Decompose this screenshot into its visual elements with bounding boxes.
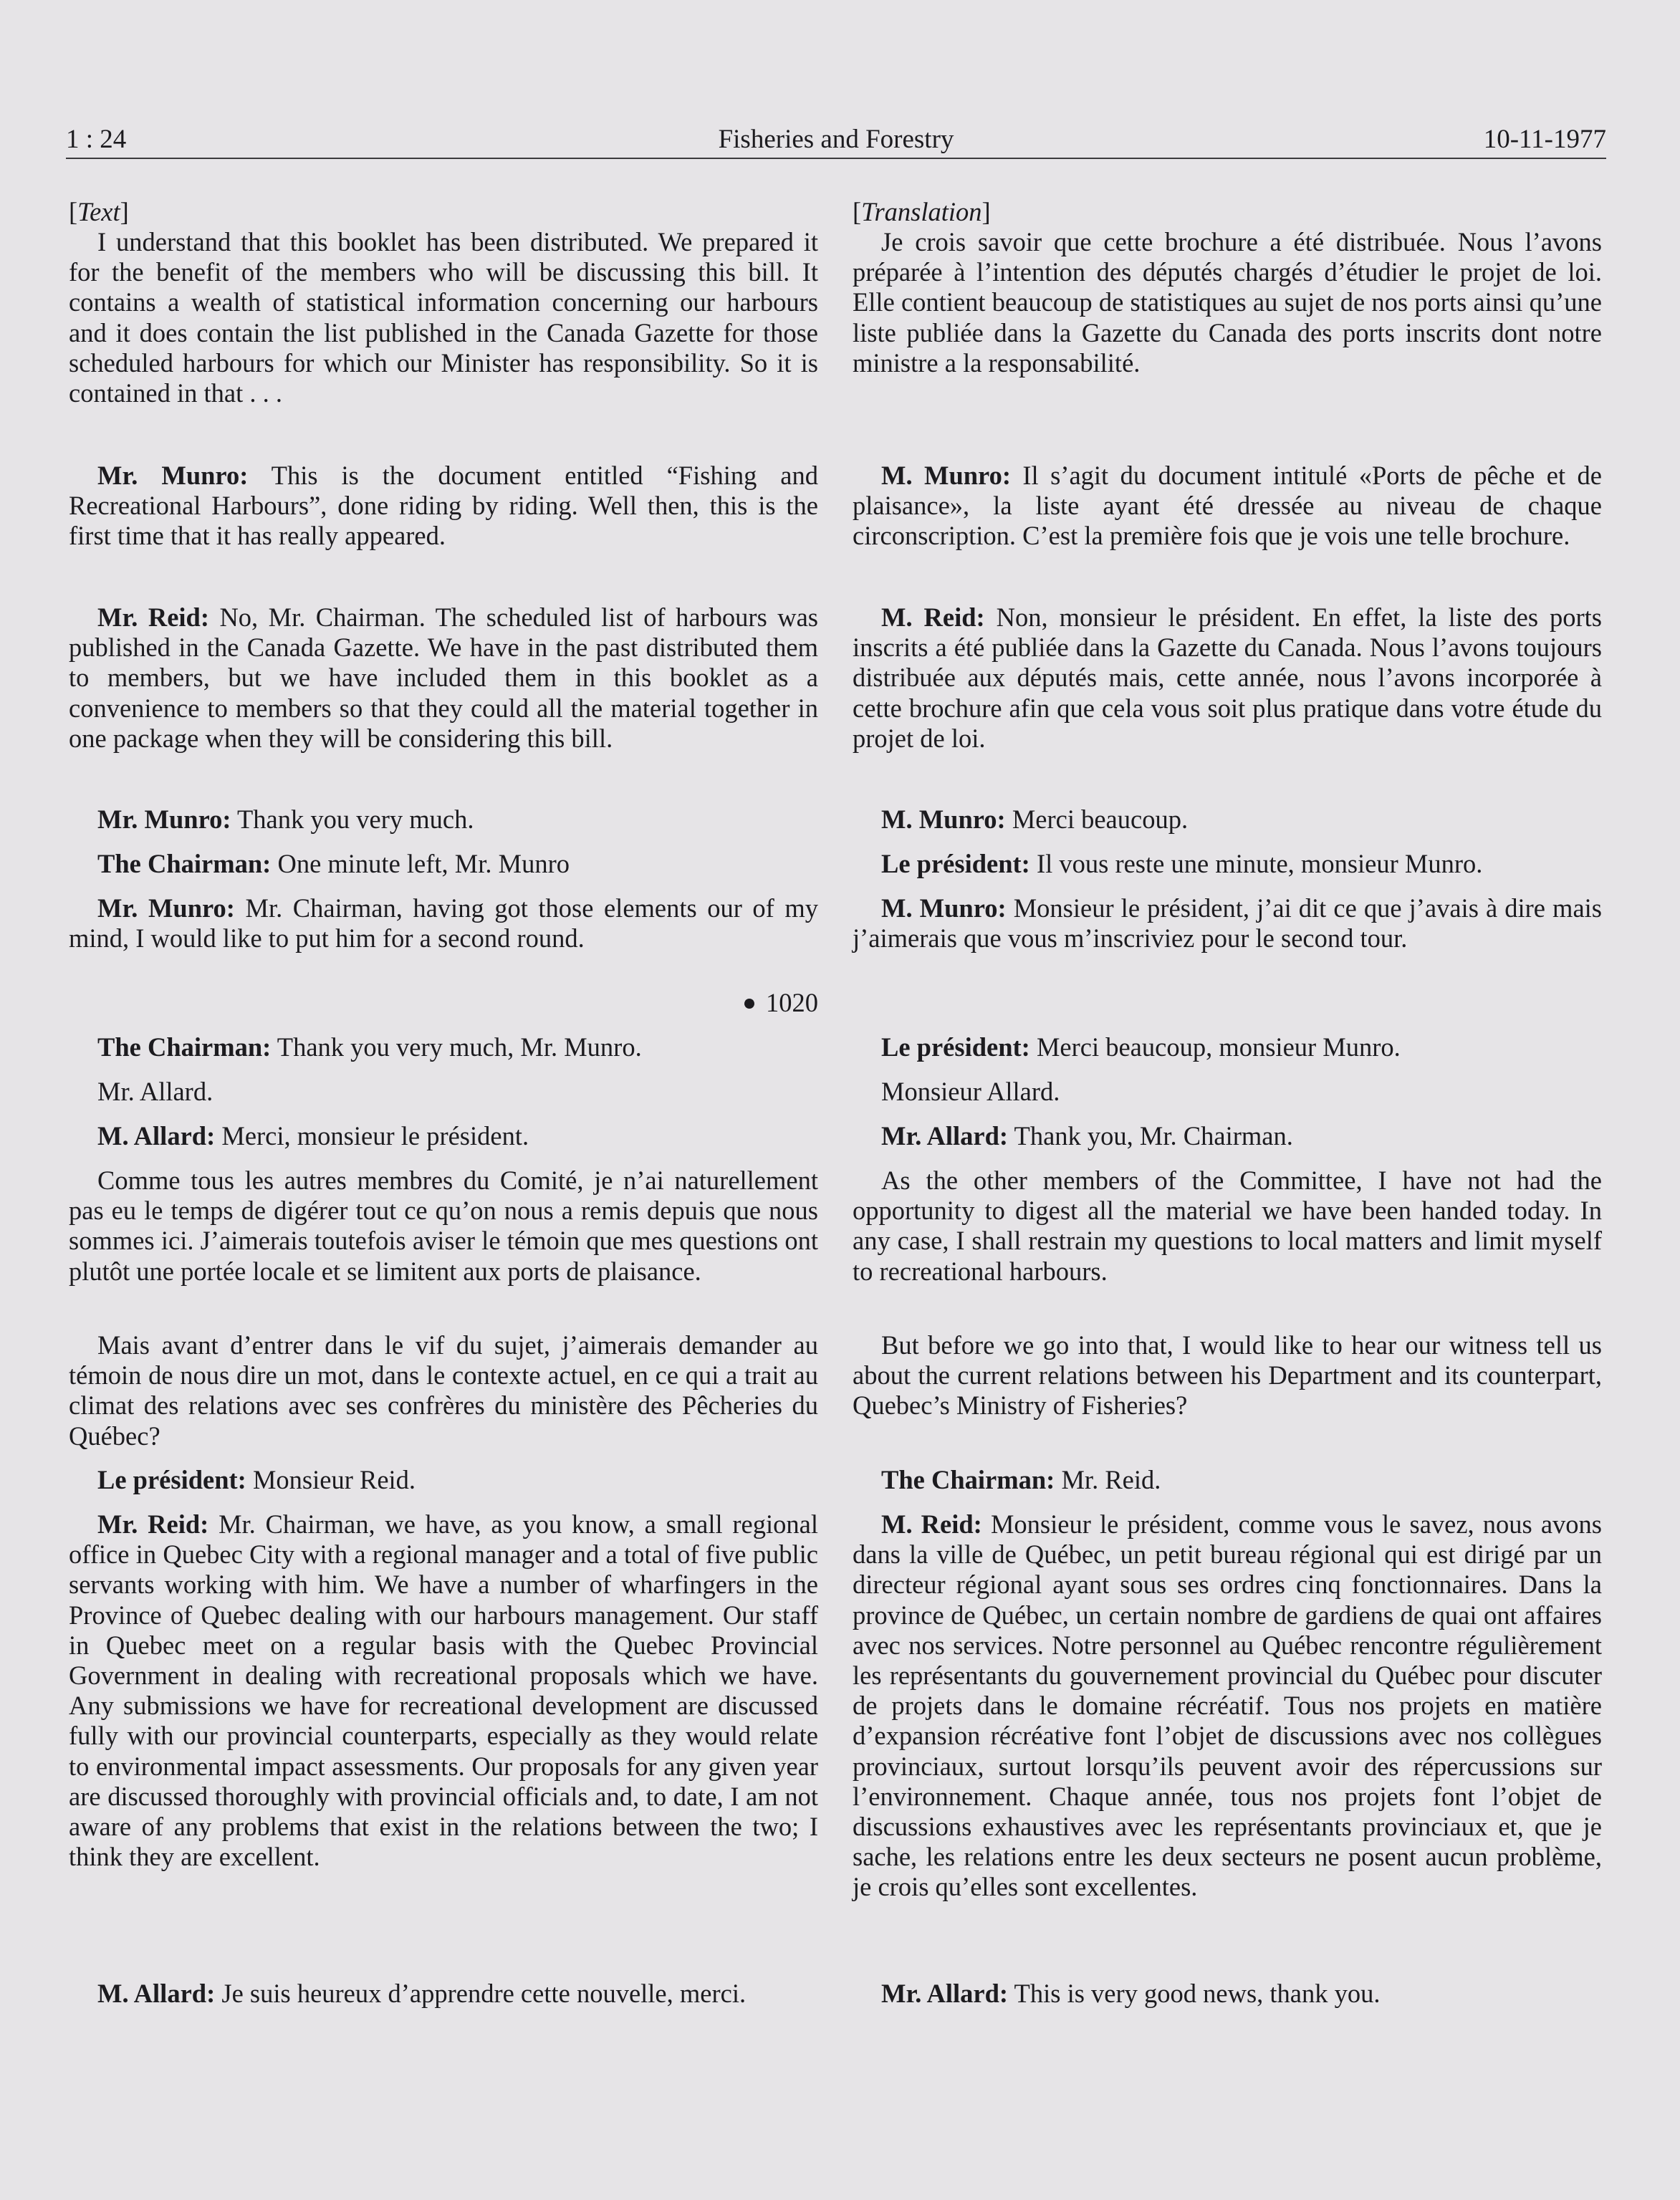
speaker-label: M. Allard:	[97, 1979, 216, 2008]
paragraph-1: Je crois savoir que cette brochure a été distribuée. Nous l’avons préparée à l’intention des députés chargés d’étudier le projet de loi. Elle contient beaucoup de statistiques au sujet de nos ports ainsi qu’une liste publiée dans la Gazette du Canada des ports inscrits dont notre ministre a la responsabilité.	[853, 227, 1602, 378]
speech-text: Monsieur le président, comme vous le savez, nous avons dans la ville de Québec, un petit bureau régional qui est dirigé par un directeur régional ayant sous ses ordres cinq fonctionnaires. Dans la province de Québec, un certain nombre de gardiens de quai ont affaires avec nos services. Notre personnel au Québec rencontre régulièrement les représentants du gouvernement provincial du Québec pour discuter de projets dans le domaine récréatif. Tous nos projets en matière d’expansion récréative font l’objet de discussions avec nos collègues provinciaux, surtout lorsqu’ils peuvent avoir des répercussions sur l’environnement. Chaque année, tous nos projets font l’objet de discussions exhaustives avec les représentants provinciaux et, que je sache, les relations entre les deux secteurs ne posent aucun problème, je crois qu’elles sont excellentes.	[853, 1509, 1602, 1902]
time-marker-value: 1020	[766, 988, 818, 1017]
speaker-label: M. Munro:	[881, 461, 1011, 490]
speech-text: Merci beaucoup, monsieur Munro.	[1029, 1032, 1401, 1062]
paragraph-6	[853, 893, 1602, 954]
paragraph-2	[853, 461, 1602, 552]
paragraph-11: Mais avant d’entrer dans le vif du sujet, j’aimerais demander au témoin de nous dire un mot, dans le contexte actuel, en ce qui a trait au climat des relations avec ses confrères du ministère des Pêcheries du Québec?	[69, 1330, 818, 1451]
paragraph-7	[69, 1032, 818, 1062]
tag-label: Text	[77, 197, 120, 226]
speech-text: Il vous reste une minute, monsieur Munro.	[1029, 849, 1483, 878]
paragraph-11: But before we go into that, I would like to hear our witness tell us about the current relations between his Department and its counterpart, Quebec’s Ministry of Fisheries?	[853, 1330, 1602, 1421]
speaker-label: Mr. Munro:	[97, 893, 235, 923]
speech-text: Je suis heureux d’apprendre cette nouvelle, merci.	[215, 1979, 747, 2008]
speaker-label: Mr. Allard:	[881, 1121, 1009, 1151]
header-date: 10-11-1977	[1483, 125, 1606, 154]
speaker-label: Mr. Allard:	[881, 1979, 1009, 2008]
page-header	[66, 122, 1606, 158]
speaker-label: Le président:	[97, 1465, 246, 1494]
paragraph-9	[853, 1121, 1602, 1151]
paragraph-1: I understand that this booklet has been distributed. We prepared it for the benefit of the members who will be discussing this bill. It contains a wealth of statistical information concerning our harbours and it does contain the list published in the Canada Gazette for those scheduled harbours for which our Minister has responsibility. So it is contained in that . . .	[69, 227, 818, 408]
speech-text: Mr. Chairman, we have, as you know, a small regional office in Quebec City with a regional manager and a total of five public servants working with him. We have a number of wharfingers in the Province of Quebec dealing with our harbours management. Our staff in Quebec meet on a regular basis with the Quebec Provincial Government in dealing with recreational proposals which we have. Any submissions we have for recreational development are discussed fully with our provincial counterparts, especially as they would relate to environmental impact assessments. Our proposals for any given year are discussed thoroughly with provincial officials and, to date, I am not aware of any problems that exist in the relations between the two; I think they are excellent.	[69, 1509, 818, 1872]
speaker-label: The Chairman:	[97, 1032, 272, 1062]
speech-text: Monsieur Reid.	[246, 1465, 416, 1494]
paragraph-12	[853, 1465, 1602, 1495]
paragraph-3	[853, 602, 1602, 754]
speaker-label: M. Munro:	[881, 804, 1006, 834]
speech-text: Monsieur le président, j’ai dit ce que j’avais à dire mais j’aimerais que vous m’inscriviez pour le second tour.	[853, 893, 1602, 954]
speaker-label: M. Reid:	[881, 602, 985, 632]
speech-text: This is the document entitled “Fishing and Recreational Harbours”, done riding by riding. Well then, this is the first time that it has really appeared.	[69, 461, 818, 551]
speaker-label: Mr. Munro:	[97, 804, 231, 834]
speech-text: Thank you very much.	[231, 804, 474, 834]
time-marker	[603, 988, 818, 1018]
paragraph-5	[853, 849, 1602, 879]
speech-text: Non, monsieur le président. En effet, la liste des ports inscrits a été publiée dans la Gazette du Canada. Nous l’avons toujours distribuée aux députés mais, cette année, nous l’avons incorporée à cette brochure afin que cela vous soit plus pratique dans votre étude du projet de loi.	[853, 602, 1602, 753]
speech-text: Merci, monsieur le président.	[215, 1121, 529, 1151]
paragraph-5	[69, 849, 818, 879]
speaker-label: Mr. Munro:	[97, 461, 249, 490]
speech-text: Merci beaucoup.	[1005, 804, 1189, 834]
speech-text: Thank you, Mr. Chairman.	[1008, 1121, 1293, 1151]
speaker-label: Le président:	[881, 849, 1030, 878]
speech-text: Thank you very much, Mr. Munro.	[271, 1032, 642, 1062]
paragraph-4	[853, 804, 1602, 835]
speech-text: No, Mr. Chairman. The scheduled list of harbours was published in the Canada Gazette. We have in the past distributed them to members, but we have included them in this booklet as a convenience to members so that they could all the material together in one package when they will be considering this bill.	[69, 602, 818, 753]
tag-label: Translation	[861, 197, 982, 226]
speaker-label: Mr. Reid:	[97, 602, 210, 632]
paragraph-6	[69, 893, 818, 954]
speaker-label: M. Allard:	[97, 1121, 216, 1151]
page-number: 1 : 24	[66, 125, 127, 154]
header-rule	[66, 158, 1606, 159]
speech-text: Mr. Chairman, having got those elements our of my mind, I would like to put him for a second round.	[69, 893, 819, 954]
speech-text: Il s’agit du document intitulé «Ports de pêche et de plaisance», la liste ayant été dressée au niveau de chaque circonscription. C’est la première fois que je vois une telle brochure.	[853, 461, 1602, 551]
speech-text: Mr. Reid.	[1055, 1465, 1161, 1494]
speaker-label: M. Reid:	[881, 1509, 982, 1539]
paragraph-10: As the other members of the Committee, I have not had the opportunity to digest all the material we have been handed today. In any case, I shall restrain my questions to local matters and limit myself to recreational harbours.	[853, 1166, 1602, 1286]
paragraph-8: Mr. Allard.	[97, 1077, 213, 1106]
column-tag-translation: [Translation]	[853, 197, 991, 226]
paragraph-12	[69, 1465, 818, 1495]
paragraph-4	[69, 804, 818, 835]
paragraph-13	[69, 1509, 818, 1872]
paragraph-2	[69, 461, 818, 552]
speaker-label: Le président:	[881, 1032, 1030, 1062]
paragraph-8: Monsieur Allard.	[881, 1077, 1060, 1106]
speech-text: This is very good news, thank you.	[1008, 1979, 1381, 2008]
speech-text: One minute left, Mr. Munro	[271, 849, 570, 878]
speaker-label: Mr. Reid:	[97, 1509, 209, 1539]
paragraph-10: Comme tous les autres membres du Comité, je n’ai naturellement pas eu le temps de digérer tout ce qu’on nous a remis depuis que nous sommes ici. J’aimerais toutefois aviser le témoin que mes questions ont plutôt une portée locale et se limitent aux ports de plaisance.	[69, 1166, 818, 1286]
speaker-label: The Chairman:	[97, 849, 272, 878]
running-title: Fisheries and Forestry	[718, 125, 954, 154]
paragraph-7	[853, 1032, 1602, 1062]
paragraph-14	[69, 1979, 818, 2009]
paragraph-14	[853, 1979, 1602, 2009]
speaker-label: M. Munro:	[881, 893, 1007, 923]
paragraph-13	[853, 1509, 1602, 1903]
bullet-icon	[744, 999, 754, 1009]
column-tag-text: [Text]	[69, 197, 129, 226]
paragraph-3	[69, 602, 818, 754]
paragraph-9	[69, 1121, 818, 1151]
speaker-label: The Chairman:	[881, 1465, 1055, 1494]
